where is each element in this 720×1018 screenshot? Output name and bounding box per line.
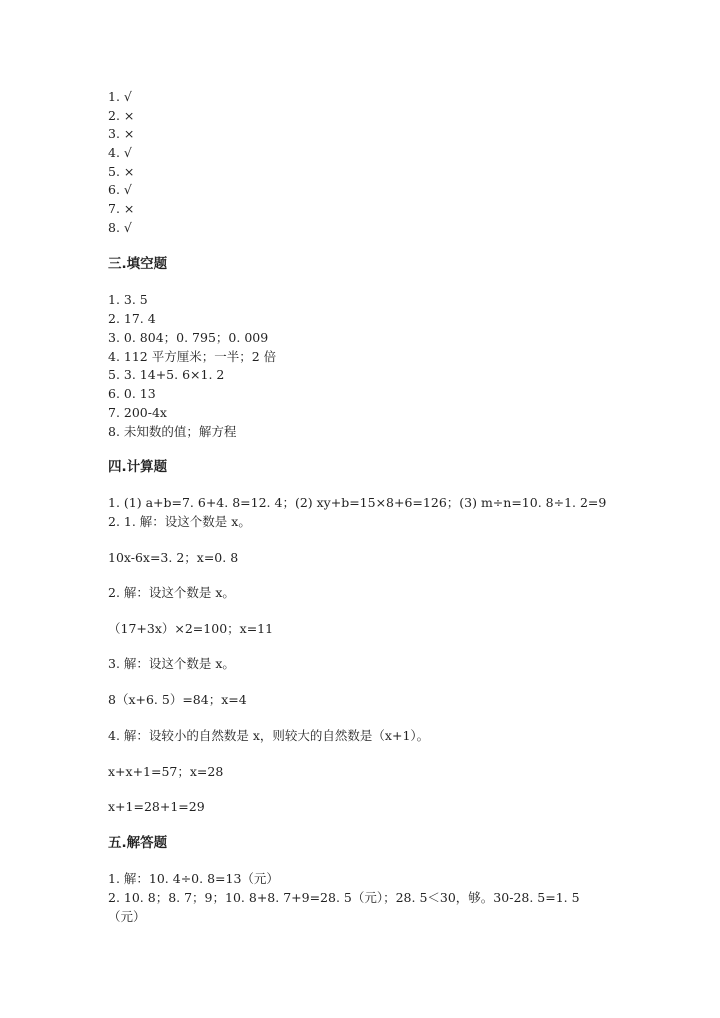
calculation-answer: 2. 1. 解：设这个数是 x。	[108, 514, 251, 529]
calculation-answer: 10x-6x=3. 2；x=0. 8	[108, 550, 239, 565]
calculation-answer: 4. 解：设较小的自然数是 x，则较大的自然数是（x+1）。	[108, 728, 430, 743]
word-problem-answer: 1. 解：10. 4÷0. 8=13（元）	[108, 871, 279, 886]
calculation-answer: 2. 解：设这个数是 x。	[108, 585, 235, 600]
fill-blank-answer: 8. 未知数的值；解方程	[108, 424, 237, 439]
word-problem-answer: 2. 10. 8；8. 7；9；10. 8+8. 7+9=28. 5（元）；28. 5＜30，够。30-28. 5=1. 5	[108, 890, 580, 905]
judge-answer: 4. √	[108, 145, 132, 160]
calculation-answer: x+1=28+1=29	[108, 799, 205, 814]
calculation-answer: x+x+1=57；x=28	[108, 764, 224, 779]
judge-answer: 2. ×	[108, 108, 135, 123]
fill-blank-answer: 4. 112 平方厘米；一半；2 倍	[108, 349, 277, 364]
judge-answer: 3. ×	[108, 126, 135, 141]
judge-answer: 7. ×	[108, 201, 135, 216]
fill-blank-answer: 3. 0. 804；0. 795；0. 009	[108, 330, 269, 345]
word-problem-answer: （元）	[108, 909, 146, 924]
judge-answer: 6. √	[108, 182, 132, 197]
fill-blank-answer: 2. 17. 4	[108, 311, 156, 326]
judge-answer: 8. √	[108, 220, 132, 235]
calculation-answer: （17+3x）×2=100；x=11	[108, 621, 274, 636]
section-heading-word-problems: 五.解答题	[108, 835, 168, 851]
fill-blank-answer: 1. 3. 5	[108, 292, 148, 307]
judge-answer: 5. ×	[108, 164, 135, 179]
fill-blank-answer: 6. 0. 13	[108, 386, 156, 401]
fill-blank-answer: 7. 200-4x	[108, 405, 167, 420]
calculation-answer: 3. 解：设这个数是 x。	[108, 656, 235, 671]
judge-answer: 1. √	[108, 89, 132, 104]
calculation-answer: 8（x+6. 5）=84；x=4	[108, 692, 247, 707]
section-heading-calculation: 四.计算题	[108, 459, 168, 475]
calculation-answer: 1. (1) a+b=7. 6+4. 8=12. 4；(2) xy+b=15×8+6=126；(3) m÷n=10. 8÷1. 2=9	[108, 495, 607, 510]
fill-blank-answer: 5. 3. 14+5. 6×1. 2	[108, 367, 225, 382]
section-heading-fill-blank: 三.填空题	[108, 256, 168, 272]
